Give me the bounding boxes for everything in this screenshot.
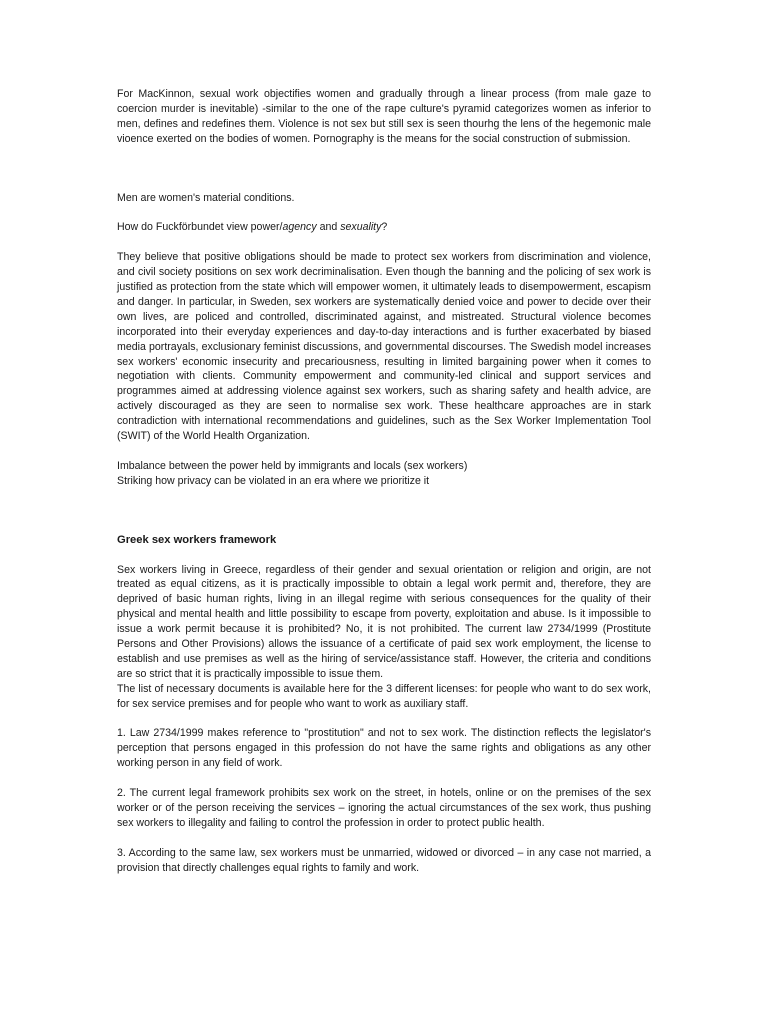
question-sexuality: sexuality — [340, 221, 382, 234]
paragraph-imbalance: Imbalance between the power held by immigrants and locals (sex workers) — [117, 459, 468, 472]
paragraph-question — [117, 220, 651, 235]
question-suffix: ? — [381, 221, 388, 234]
question-and: and — [316, 221, 341, 234]
paragraph-greek-intro: Sex workers living in Greece, regardless of their gender and sexual orientation or religion and origin, are not treated as equal citizens, as it is practically impossible to obtain a legal work permit and, therefore, they are deprived of basic human rights, living in an illegal regime with serious consequences for the quality of their physical and mental health and little possibility to escape from poverty, exploitation and abuse. Is it impossible to issue a work permit because it is prohibited? No, it is not prohibited. The current law 2734/1999 (Prostitute Persons and Other Provisions) allows the issuance of a certificate of paid sex work employment, the license to establish and use premises as well as the hiring of service/assistance staff. However, the criteria and conditions are so strict that it is practically impossible to issue them. — [117, 563, 651, 680]
list-item-point-3: 3. According to the same law, sex workers must be unmarried, widowed or divorced – in any case not married, a provision that directly challenges equal rights to family and work. — [117, 846, 651, 874]
document-page — [117, 87, 651, 875]
paragraph-mackinnon: For MacKinnon, sexual work objectifies women and gradually through a linear process (from male gaze to coercion murder is inevitable) -similar to the one of the rape culture's pyramid categorizes women as inferior to men, defines and redefines them. Violence is not sex but still sex is seen thourhg the lens of the hegemonic male vioence exerted on the bodies of women. Pornography is the means for the social construction of submission. — [117, 88, 651, 145]
list-item-point-1: 1. Law 2734/1999 makes reference to "prostitution" and not to sex work. The distinction reflects the legislator's perception that persons engaged in this profession do not have the same rights and obligations as any other working person in any field of work. — [117, 727, 651, 770]
paragraph-material-conditions: Men are women's material conditions. — [117, 191, 295, 204]
paragraph-documents: The list of necessary documents is available here for the 3 different licenses: for people who want to do sex work, for sex service premises and for people who want to work as auxiliary staff. — [117, 682, 651, 710]
paragraph-privacy: Striking how privacy can be violated in an era where we prioritize it — [117, 474, 430, 487]
question-agency: agency — [282, 221, 317, 234]
question-prefix: How do Fuckförbundet view power/ — [117, 221, 283, 234]
section-heading-greek: Greek sex workers framework — [117, 533, 277, 546]
paragraph-belief: They believe that positive obligations should be made to protect sex workers from discrimination and violence, and civil society positions on sex work decriminalisation. Even though the banning and the policing of sex work is justified as protection from the state which will empower women, it ultimately leads to disempowerment, escapism and danger. In particular, in Sweden, sex workers are systematically denied voice and power to decide over their own lives, are policed and controlled, discriminated against, and mistreated. Structural violence becomes incorporated into their everyday experiences and day-to-day interactions and is further exacerbated by biased media portrayals, exclusionary feminist discussions, and governmental discourses. The Swedish model increases sex workers' economic insecurity and precariousness, resulting in limited bargaining power when it comes to negotiation with clients. Community empowerment and community-led clinical and support services and programmes aimed at addressing violence against sex workers, such as sharing safety and health advice, are actively discouraged as they are seen to normalise sex work. These healthcare approaches are in stark contradiction with international recommendations and guidelines, such as the Sex Worker Implementation Tool (SWIT) of the World Health Organization. — [117, 251, 651, 443]
list-item-point-2: 2. The current legal framework prohibits sex work on the street, in hotels, online or on the premises of the sex worker or of the person receiving the services – ignoring the actual circumstances of the sex work, thus pushing sex workers to illegality and failing to control the profession in order to protect public health. — [117, 787, 651, 829]
